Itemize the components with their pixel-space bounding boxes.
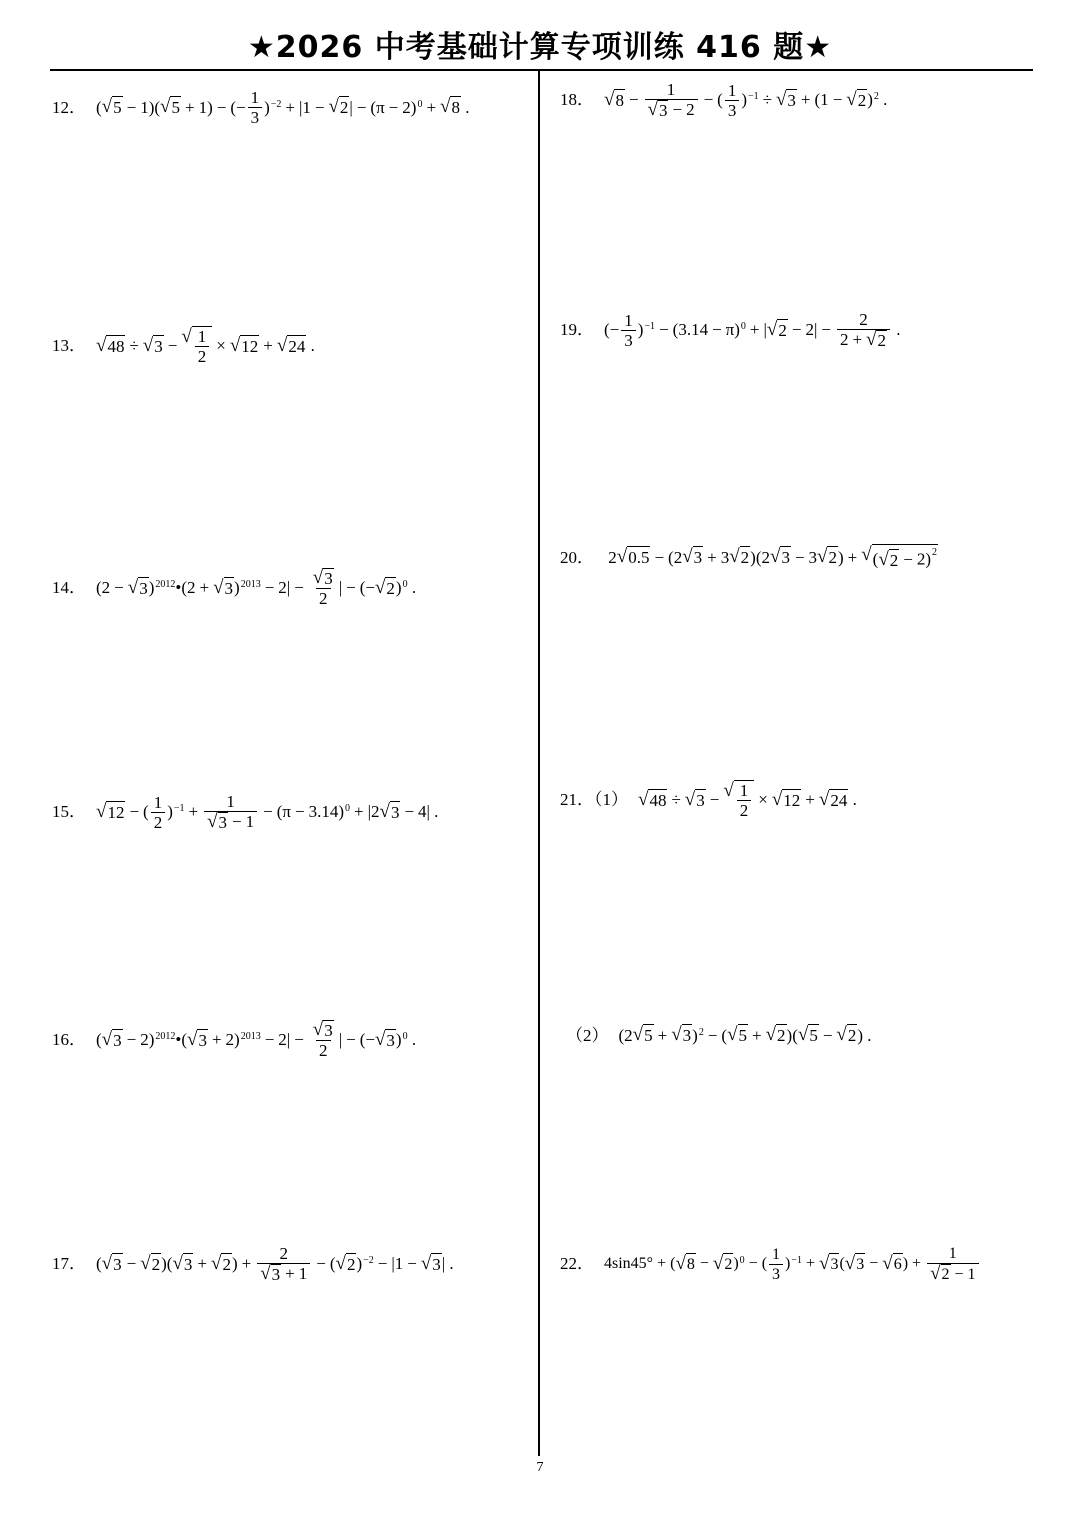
problem-13-expression: √ 48 ÷ √ 3 − √ $\frac{1}{2}$ × √ 12 + √ 24 . [96, 326, 315, 366]
problem-18-expression: √ 8 − 1 √ 3 − 2 − ( $\frac{1}{3}$ ) $^{-1}$ ÷ √ 3 + (1 − √ 2 ) $^2$ . [604, 80, 888, 120]
problem-20 [560, 544, 938, 572]
problem-21-part-2 [566, 1024, 872, 1047]
problem-16 [52, 1020, 416, 1060]
problem-number: 20． [560, 547, 594, 567]
problem-number: 12． [52, 97, 86, 117]
header-divider [50, 69, 1033, 71]
problem-14 [52, 568, 416, 608]
problem-13 [52, 326, 315, 366]
problem-15 [52, 792, 438, 832]
problem-21-2-expression: (2 √ 5 + √ 3 ) $^2$ − ( √ 5 + √ 2 )( √ 5 − √ 2 ) . [618, 1024, 872, 1045]
problem-22-expression: 4sin45° + ( √ 8 − √ 2 ) $^0$ − ( $\frac{1}{3}$ ) $^{-1}$ + √ 3 ( √ 3 − √ 6 ) + 1 √ 2 − 1 [604, 1244, 981, 1284]
page-title: ★2026 中考基础计算专项训练 416 题★ [247, 30, 833, 65]
problem-22 [560, 1244, 981, 1284]
problem-19-expression: (− $\frac{1}{3}$ ) $^{-1}$ − (3.14 − π) $^0$ + | √ 2 − 2| − 2 2 + √ 2 . [604, 310, 901, 350]
problem-17 [52, 1244, 454, 1284]
problem-21-part-1 [560, 780, 857, 820]
problem-21-1-expression: √ 48 ÷ √ 3 − √ $\frac{1}{2}$ × √ 12 + √ 24 . [638, 780, 857, 820]
problem-20-expression: 2 √ 0.5 − (2 √ 3 + 3 √ 2 )(2 √ 3 − 3 √ 2 ) + √ ( √ 2 − 2)$^2$ [604, 544, 938, 570]
problem-number: （2） [566, 1025, 609, 1045]
problem-18 [560, 80, 887, 120]
problem-14-expression: (2 − √ 3 ) $^{2012}$ •(2 + √ 3 ) $^{2013}$ − 2| − √ 3 2 | − (− √ 2 ) $^0$ . [96, 567, 417, 608]
problem-number: 19． [560, 320, 594, 339]
problem-number: 17． [52, 1254, 86, 1273]
page-number: 7 [536, 1460, 544, 1475]
problem-number: 13． [52, 336, 86, 355]
problem-number: 18． [560, 90, 594, 109]
problem-number: 14． [52, 578, 86, 597]
problem-17-expression: ( √ 3 − √ 2 )( √ 3 + √ 2 ) + 2 √ 3 + 1 − ( √ 2 ) $^{-2}$ − |1 − √ 3 | . [96, 1244, 454, 1284]
problem-number: 15． [52, 802, 86, 821]
problem-number: 21．（1） [560, 790, 628, 809]
problem-12 [52, 88, 469, 127]
column-divider [538, 71, 540, 1456]
problem-12-expression: ( √ 5 − 1)( √ 5 + 1) − (− $\frac{1}{3}$ ) $^{-2}$ + |1 − √ 2 | − (π − 2) $^0$ + √ 8 . [96, 88, 470, 127]
problem-number: 22． [560, 1254, 594, 1273]
problem-number: 16． [52, 1030, 86, 1049]
problem-16-expression: ( √ 3 − 2) $^{2012}$ •( √ 3 + 2) $^{2013}$ − 2| − √ 3 2 | − (− √ 3 ) $^0$ . [96, 1019, 417, 1060]
problem-15-expression: √ 12 − ( $\frac{1}{2}$ ) $^{-1}$ + 1 √ 3 − 1 − (π − 3.14) $^0$ + |2 √ 3 − 4| . [96, 792, 439, 832]
problem-19 [560, 310, 900, 350]
